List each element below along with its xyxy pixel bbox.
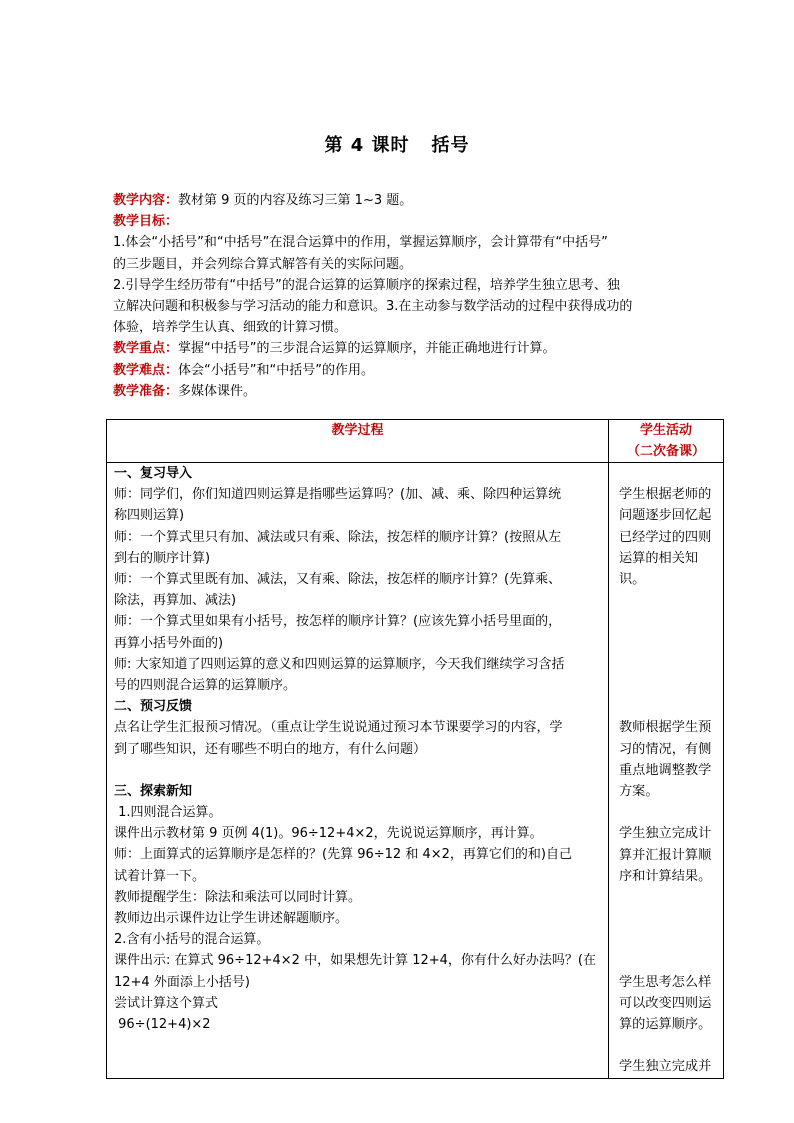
activity-line — [619, 633, 717, 654]
process-line: 到了哪些知识，还有哪些不明白的地方，有什么问题） — [114, 741, 427, 757]
process-line: 试着计算一下。 — [114, 868, 206, 884]
process-line: 称四则运算) — [114, 508, 185, 524]
process-line: 到右的顺序计算) — [114, 550, 211, 566]
activity-line — [619, 929, 717, 950]
activity-line — [619, 654, 717, 675]
process-line: 2.含有小括号的混合运算。 — [114, 932, 270, 948]
process-line — [114, 760, 602, 781]
goal-line: 立解决问题和积极参与学习活动的能力和意识。3.在主动参与数学活动的过程中获得成功的 — [113, 299, 633, 315]
page-title: 第 4 课时 括号 — [324, 135, 470, 156]
process-line: 再算小括号外面的) — [114, 635, 224, 651]
process-line: 教师提醒学生：除法和乘法可以同时计算。 — [114, 889, 362, 905]
activity-line — [619, 1035, 717, 1056]
activity-line — [619, 802, 717, 823]
section-heading: 二、预习反馈 — [114, 699, 193, 715]
activity-cell — [609, 463, 724, 1079]
goal-line: 的三步题目，并会列综合算式解答有关的实际问题。 — [113, 256, 413, 272]
activity-line: 问题逐步回忆起 — [619, 508, 712, 524]
activity-line: 重点地调整教学 — [619, 762, 712, 778]
activity-line: 学生独立完成并 — [619, 1059, 712, 1075]
lesson-process-table — [106, 419, 724, 1079]
activity-line: 习的情况，有侧 — [619, 741, 712, 757]
activity-line — [619, 675, 717, 696]
activity-line: 算的运算顺序。 — [619, 1017, 712, 1033]
teaching-goals — [113, 232, 693, 338]
section-heading: 三、探索新知 — [114, 783, 193, 799]
activity-line: 学生根据老师的 — [619, 487, 712, 503]
process-line: 号的四则混合运算的运算顺序。 — [114, 678, 297, 694]
activity-line: 已经学过的四则 — [619, 529, 712, 545]
lesson-intro — [113, 190, 693, 402]
process-line: 课件出示: 在算式 96÷12+4×2 中，如果想先计算 12+4，你有什么好办法吗？(在 — [114, 953, 596, 969]
process-line: 师：同学们，你们知道四则运算是指哪些运算吗？(加、减、乘、除四种运算统 — [114, 487, 562, 503]
process-line: 教师边出示课件边让学生讲述解题顺序。 — [114, 911, 349, 927]
activity-line — [619, 908, 717, 929]
table-header-row — [107, 420, 724, 463]
activity-line — [619, 463, 717, 484]
teaching-goals-label: 教学目标： — [113, 214, 179, 230]
activity-line: 方案。 — [619, 783, 659, 799]
teaching-key-point: 教学重点：掌握“中括号”的三步混合运算的运算顺序，并能正确地进行计算。 — [113, 341, 556, 357]
activity-line — [619, 611, 717, 632]
goal-line: 1.体会“小括号”和“中括号”在混合运算中的作用，掌握运算顺序，会计算带有“中括号” — [113, 235, 608, 251]
process-line: 师：一个算式里如果有小括号，按怎样的顺序计算？(应该先算小括号里面的， — [114, 614, 562, 630]
process-line: 96÷(12+4)×2 — [114, 1017, 211, 1033]
activity-line: 算并汇报计算顺 — [619, 847, 712, 863]
activity-line: 教师根据学生预 — [619, 720, 712, 736]
activity-line: 序和计算结果。 — [619, 868, 712, 884]
process-cell — [107, 463, 609, 1079]
goal-line: 2.引导学生经历带有“中括号”的混合运算的运算顺序的探索过程，培养学生独立思考、独 — [113, 277, 620, 293]
teaching-preparation: 教学准备：多媒体课件。 — [113, 383, 257, 399]
goal-line: 体验，培养学生认真、细致的计算习惯。 — [113, 320, 348, 336]
teaching-difficulty: 教学难点：体会“小括号”和“中括号”的作用。 — [113, 362, 374, 378]
section-heading: 一、复习导入 — [114, 466, 193, 481]
process-line: 师：一个算式里既有加、减法，又有乘、除法，按怎样的顺序计算？(先算乘、 — [114, 572, 562, 588]
activity-line: 运算的相关知识。 — [619, 550, 699, 587]
process-line: 师：上面算式的运算顺序是怎样的？(先算 96÷12 和 4×2，再算它们的和)自己 — [114, 847, 572, 863]
process-line: 除法，再算加、减法) — [114, 593, 237, 609]
activity-line: 可以改变四则运 — [619, 995, 712, 1011]
header-process: 教学过程 — [107, 420, 609, 463]
activity-line — [619, 590, 717, 611]
process-line: 12+4 外面添上小括号) — [114, 974, 250, 990]
process-line: 师: 大家知道了四则运算的意义和四则运算的运算顺序，今天我们继续学习含括 — [114, 656, 565, 672]
activity-line — [619, 951, 717, 972]
process-line: 1.四则混合运算。 — [114, 805, 222, 821]
header-activity: 学生活动 （二次备课） — [609, 420, 724, 463]
process-line: 师：一个算式里只有加、减法或只有乘、除法，按怎样的顺序计算？(按照从左 — [114, 529, 562, 545]
process-line: 点名让学生汇报预习情况。（重点让学生说说通过预习本节课要学习的内容，学 — [114, 720, 563, 736]
activity-line — [619, 696, 717, 717]
activity-line: 学生思考怎么样 — [619, 974, 712, 990]
activity-line — [619, 887, 717, 908]
teaching-content: 教学内容：教材第 9 页的内容及练习三第 1~3 题。 — [113, 193, 413, 208]
activity-line: 学生独立完成计 — [619, 826, 712, 842]
process-line: 尝试计算这个算式 — [114, 995, 219, 1011]
table-body-row — [107, 463, 724, 1079]
process-line: 课件出示教材第 9 页例 4(1)。96÷12+4×2，先说说运算顺序，再计算。 — [114, 826, 543, 842]
